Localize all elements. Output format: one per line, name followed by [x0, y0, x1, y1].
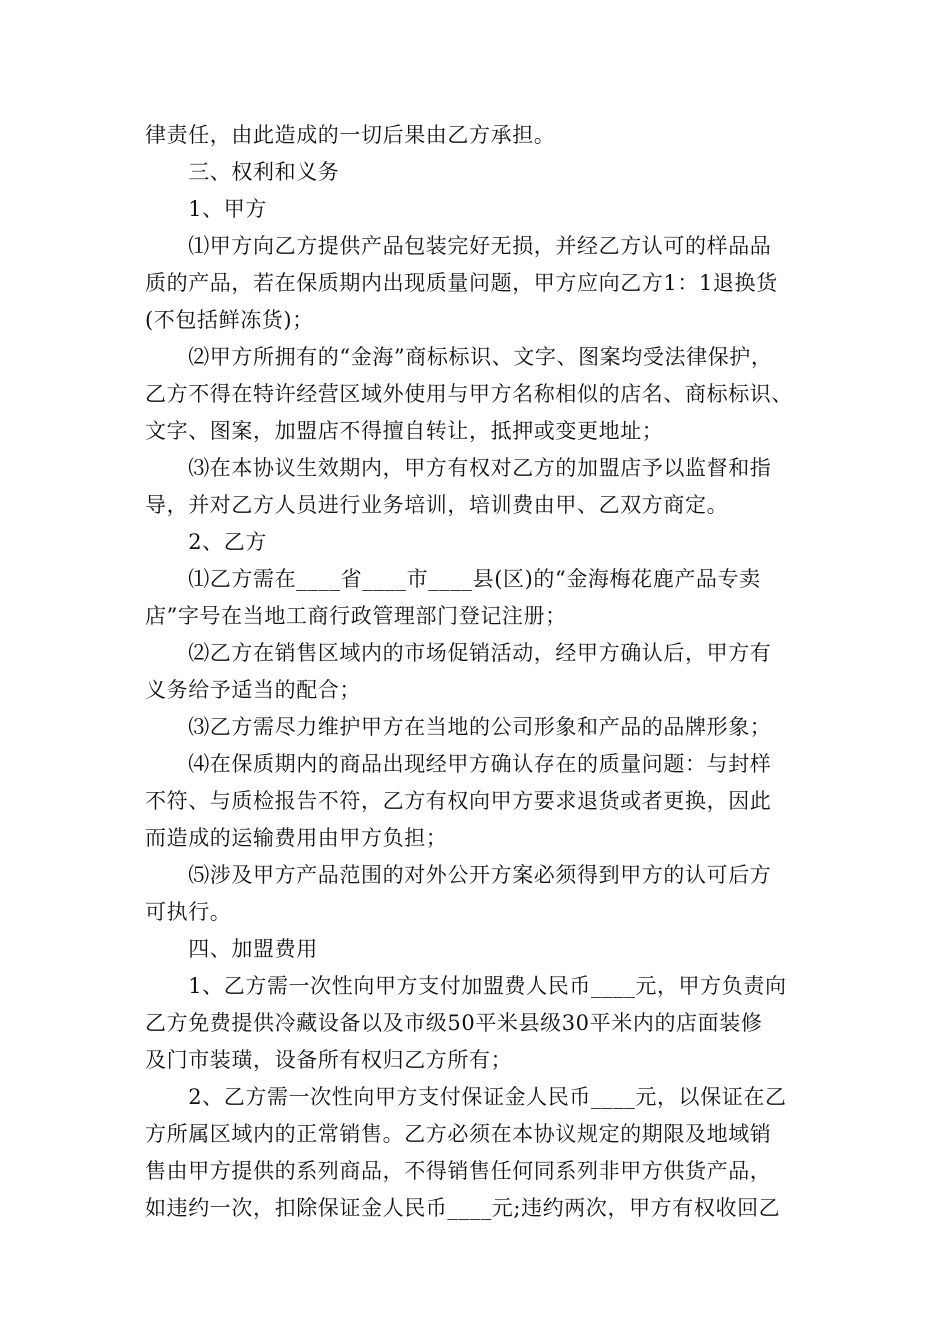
text-line: ⑵乙方在销售区域内的市场促销活动，经甲方确认后，甲方有 [145, 641, 772, 665]
text-line: ⑵甲方所拥有的“金海”商标标识、文字、图案均受法律保护， [145, 345, 773, 369]
text-line: 店”字号在当地工商行政管理部门登记注册； [145, 604, 567, 628]
text-line: 质的产品，若在保质期内出现质量问题，甲方应向乙方1：1退换货 [145, 271, 778, 295]
text-line: 可执行。 [145, 900, 232, 924]
subsection-heading: 2、乙方 [145, 530, 267, 554]
section-heading: 三、权利和义务 [145, 160, 340, 184]
text-line: ⑸涉及甲方产品范围的对外公开方案必须得到甲方的认可后方 [145, 863, 772, 887]
text-line: 义务给予适当的配合； [145, 678, 361, 702]
text-line: 2、乙方需一次性向甲方支付保证金人民币____元，以保证在乙 [145, 1085, 787, 1109]
text-line: ⑶乙方需尽力维护甲方在当地的公司形象和产品的品牌形象； [145, 715, 772, 739]
text-line: 而造成的运输费用由甲方负担； [145, 826, 448, 850]
text-line: 售由甲方提供的系列商品，不得销售任何同系列非甲方供货产品， [145, 1159, 772, 1183]
text-line: 乙方不得在特许经营区域外使用与甲方名称相似的店名、商标标识、 [145, 382, 793, 406]
text-line: 导，并对乙方人员进行业务培训，培训费由甲、乙双方商定。 [145, 493, 729, 517]
text-line: 律责任，由此造成的一切后果由乙方承担。 [145, 123, 556, 147]
text-line: ⑶在本协议生效期内，甲方有权对乙方的加盟店予以监督和指 [145, 456, 772, 480]
subsection-heading: 1、甲方 [145, 197, 267, 221]
text-line: ⑴乙方需在____省____市____县(区)的“金海梅花鹿产品专卖 [145, 567, 761, 591]
text-line: 及门市装璜，设备所有权归乙方所有； [145, 1048, 513, 1072]
text-line: 文字、图案，加盟店不得擅自转让，抵押或变更地址； [145, 419, 664, 443]
text-line: ⑷在保质期内的商品出现经甲方确认存在的质量问题：与封样 [145, 752, 772, 776]
text-line: 1、乙方需一次性向甲方支付加盟费人民币____元，甲方负责向 [145, 974, 787, 998]
section-heading: 四、加盟费用 [145, 937, 318, 961]
text-line: 方所属区域内的正常销售。乙方必须在本协议规定的期限及地域销 [145, 1122, 772, 1146]
text-line: 如违约一次，扣除保证金人民币____元;违约两次，甲方有权收回乙 [145, 1196, 781, 1220]
text-line: ⑴甲方向乙方提供产品包装完好无损，并经乙方认可的样品品 [145, 234, 772, 258]
text-line: 乙方免费提供冷藏设备以及市级50平米县级30平米内的店面装修 [145, 1011, 763, 1035]
text-line: 不符、与质检报告不符，乙方有权向甲方要求退货或者更换，因此 [145, 789, 772, 813]
text-line: (不包括鲜冻货)； [145, 308, 314, 332]
